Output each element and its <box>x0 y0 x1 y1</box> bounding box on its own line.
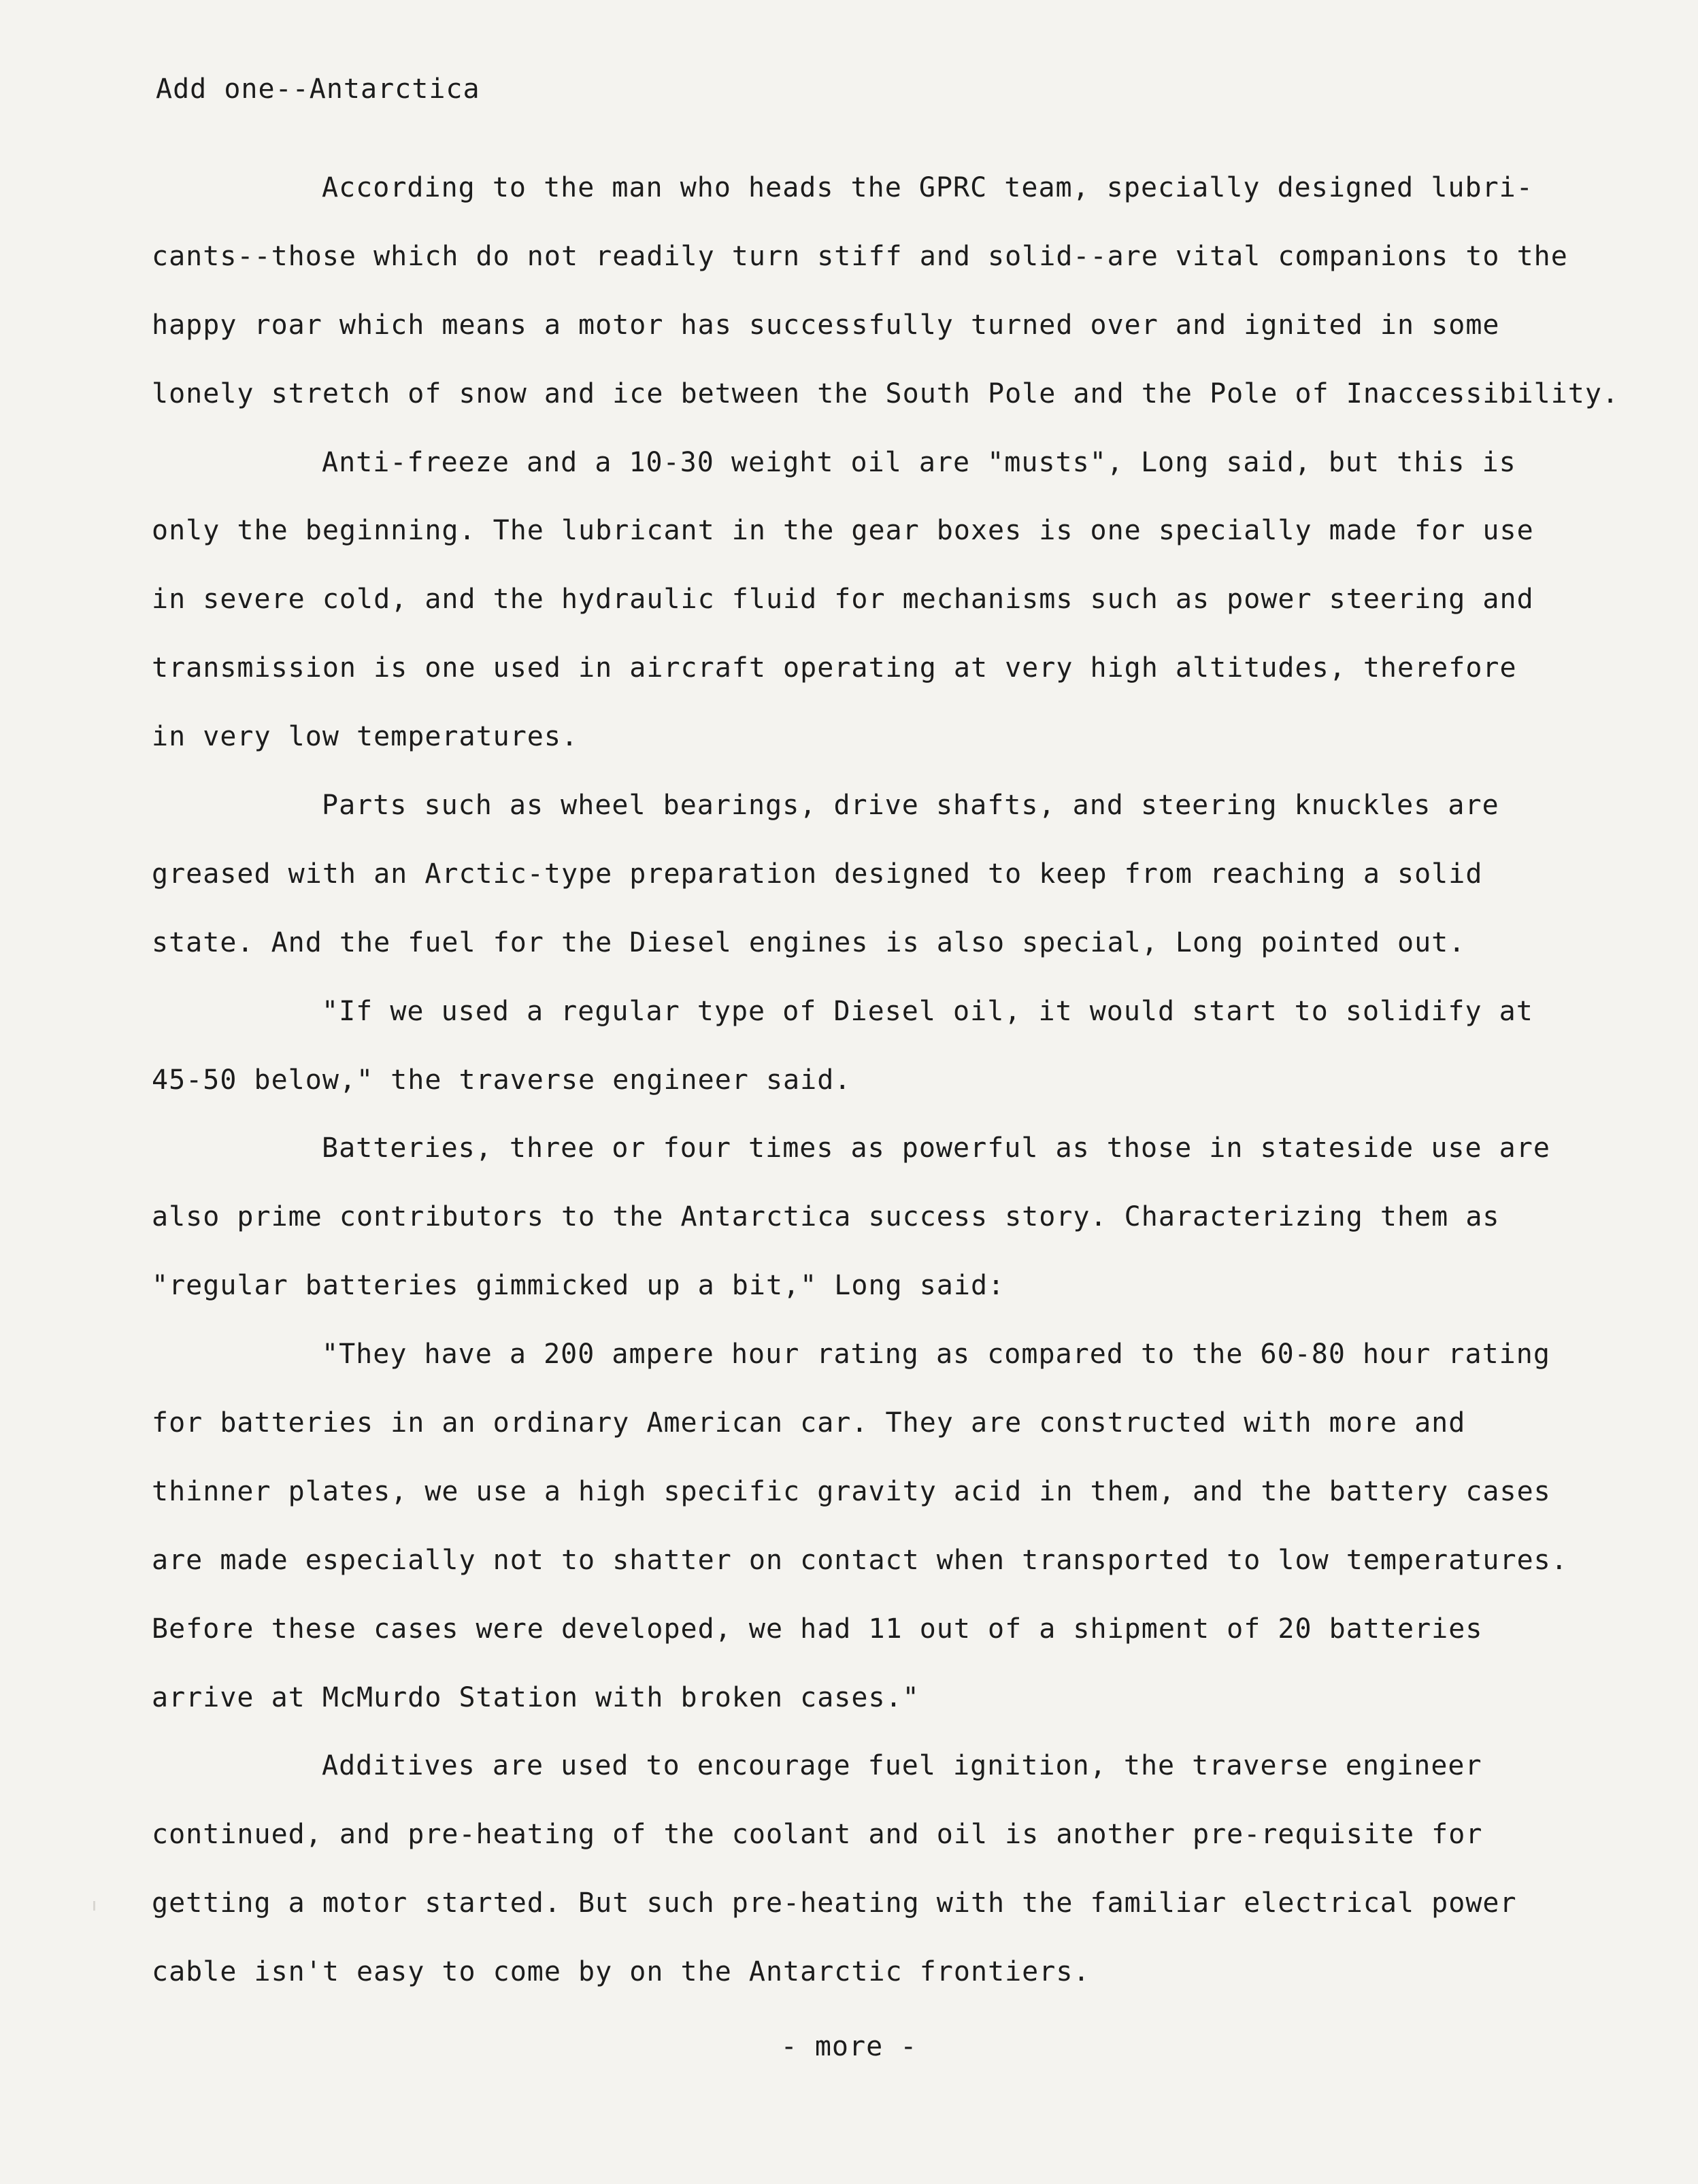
text-line: 45-50 below," the traverse engineer said. <box>152 1064 852 1096</box>
text-line: transmission is one used in aircraft operating at very high altitudes, therefore <box>152 652 1517 684</box>
text-line: Anti-freeze and a 10-30 weight oil are "musts", Long said, but this is <box>322 446 1516 478</box>
text-line: in severe cold, and the hydraulic fluid for mechanisms such as power steering and <box>152 584 1534 616</box>
text-line: Additives are used to encourage fuel ignition, the traverse engineer <box>322 1750 1482 1782</box>
text-line: arrive at McMurdo Station with broken cases." <box>152 1681 920 1713</box>
article-body <box>152 169 1620 2021</box>
text-line: According to the man who heads the GPRC team, specially designed lubri- <box>322 172 1533 203</box>
text-line: state. And the fuel for the Diesel engines is also special, Long pointed out. <box>152 926 1466 958</box>
text-line: "If we used a regular type of Diesel oil, it would start to solidify at <box>322 995 1533 1027</box>
text-line: Batteries, three or four times as powerful as those in stateside use are <box>322 1132 1550 1164</box>
text-line: lonely stretch of snow and ice between the South Pole and the Pole of Inaccessibility. <box>152 377 1620 409</box>
text-line: greased with an Arctic-type preparation designed to keep from reaching a solid <box>152 858 1483 890</box>
text-line: are made especially not to shatter on contact when transported to low temperatures. <box>152 1544 1568 1576</box>
text-line: only the beginning. The lubricant in the gear boxes is one specially made for use <box>152 515 1534 547</box>
text-line: cable isn't easy to come by on the Antarctic frontiers. <box>152 1956 1091 1988</box>
text-line: getting a motor started. But such pre-heating with the familiar electrical power <box>152 1887 1517 1919</box>
text-line: for batteries in an ordinary American car. They are constructed with more and <box>152 1407 1466 1439</box>
text-line: continued, and pre-heating of the coolant and oil is another pre-requisite for <box>152 1819 1483 1851</box>
text-line: thinner plates, we use a high specific gravity acid in them, and the battery cases <box>152 1475 1551 1507</box>
page-header: Add one--Antarctica <box>156 73 480 105</box>
text-line: cants--those which do not readily turn stiff and solid--are vital companions to the <box>152 240 1568 272</box>
paper-speck <box>93 1901 95 1911</box>
text-line: "regular batteries gimmicked up a bit," Long said: <box>152 1270 1005 1302</box>
text-line: happy roar which means a motor has successfully turned over and ignited in some <box>152 309 1500 341</box>
continuation-marker: - more - <box>780 2031 918 2062</box>
text-line: "They have a 200 ampere hour rating as compared to the 60-80 hour rating <box>322 1339 1550 1371</box>
text-line: in very low temperatures. <box>152 721 579 753</box>
text-line: Parts such as wheel bearings, drive shafts, and steering knuckles are <box>322 790 1499 822</box>
text-line: also prime contributors to the Antarctica success story. Characterizing them as <box>152 1201 1500 1233</box>
text-line: Before these cases were developed, we had 11 out of a shipment of 20 batteries <box>152 1613 1483 1645</box>
